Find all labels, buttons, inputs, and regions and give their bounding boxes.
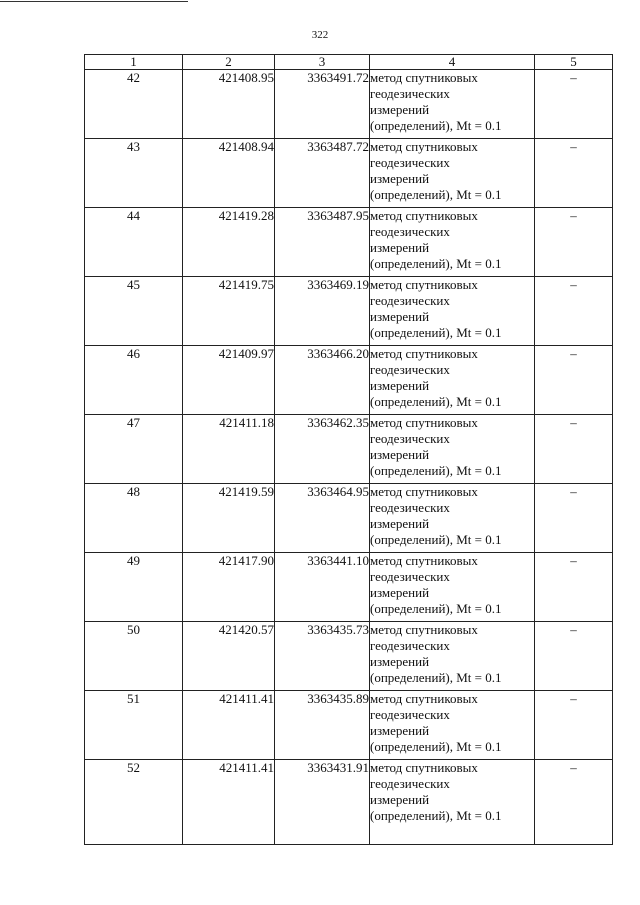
point-number-cell: 50 (85, 622, 183, 691)
method-cell (370, 553, 535, 622)
method-line: метод спутниковых (370, 277, 478, 292)
coordinate-y-cell: 3363435.73 (275, 622, 370, 691)
method-cell (370, 208, 535, 277)
method-line: измерений (370, 171, 430, 186)
method-cell (370, 484, 535, 553)
coordinates-table (84, 54, 613, 845)
point-number-cell: 52 (85, 760, 183, 845)
method-line: геодезических (370, 776, 450, 791)
coordinate-x-cell: 421419.28 (183, 208, 275, 277)
table-header-row (85, 55, 613, 70)
coordinate-x-cell: 421411.41 (183, 760, 275, 845)
note-cell: – (535, 484, 613, 553)
method-line: (определений), Mt = 0.1 (370, 670, 502, 685)
point-number-cell: 51 (85, 691, 183, 760)
method-line: измерений (370, 309, 430, 324)
method-line: метод спутниковых (370, 208, 478, 223)
table-row (85, 208, 613, 277)
header-col-4: 4 (370, 55, 535, 70)
table-row (85, 484, 613, 553)
method-line: измерений (370, 516, 430, 531)
point-number-cell: 45 (85, 277, 183, 346)
method-cell (370, 691, 535, 760)
method-line: (определений), Mt = 0.1 (370, 808, 502, 823)
method-cell (370, 760, 535, 845)
method-line: геодезических (370, 431, 450, 446)
point-number-cell: 49 (85, 553, 183, 622)
coordinate-y-cell: 3363487.72 (275, 139, 370, 208)
method-line: метод спутниковых (370, 415, 478, 430)
table-row (85, 139, 613, 208)
note-cell: – (535, 415, 613, 484)
method-line: метод спутниковых (370, 484, 478, 499)
coordinate-x-cell: 421417.90 (183, 553, 275, 622)
coordinate-y-cell: 3363462.35 (275, 415, 370, 484)
note-cell: – (535, 208, 613, 277)
table-row (85, 346, 613, 415)
method-cell (370, 346, 535, 415)
method-line: измерений (370, 792, 430, 807)
coordinate-y-cell: 3363491.72 (275, 70, 370, 139)
table-row (85, 70, 613, 139)
method-cell (370, 622, 535, 691)
method-cell (370, 139, 535, 208)
coordinate-x-cell: 421420.57 (183, 622, 275, 691)
method-line: геодезических (370, 569, 450, 584)
coordinate-y-cell: 3363487.95 (275, 208, 370, 277)
method-line: метод спутниковых (370, 553, 478, 568)
note-cell: – (535, 691, 613, 760)
method-cell (370, 277, 535, 346)
page-number: 322 (311, 29, 329, 41)
coordinate-x-cell: 421408.95 (183, 70, 275, 139)
method-line: (определений), Mt = 0.1 (370, 187, 502, 202)
note-cell: – (535, 277, 613, 346)
method-line: метод спутниковых (370, 622, 478, 637)
point-number-cell: 44 (85, 208, 183, 277)
coordinate-x-cell: 421408.94 (183, 139, 275, 208)
method-cell (370, 415, 535, 484)
point-number-cell: 48 (85, 484, 183, 553)
method-line: геодезических (370, 707, 450, 722)
table-row (85, 553, 613, 622)
coordinate-x-cell: 421411.41 (183, 691, 275, 760)
method-line: (определений), Mt = 0.1 (370, 118, 502, 133)
header-col-2: 2 (183, 55, 275, 70)
point-number-cell: 47 (85, 415, 183, 484)
method-line: (определений), Mt = 0.1 (370, 256, 502, 271)
method-line: измерений (370, 102, 430, 117)
method-line: (определений), Mt = 0.1 (370, 532, 502, 547)
coordinate-x-cell: 421419.59 (183, 484, 275, 553)
method-line: метод спутниковых (370, 139, 478, 154)
top-rule (0, 1, 188, 2)
note-cell: – (535, 760, 613, 845)
coordinate-x-cell: 421411.18 (183, 415, 275, 484)
method-line: (определений), Mt = 0.1 (370, 601, 502, 616)
method-line: метод спутниковых (370, 760, 478, 775)
point-number-cell: 43 (85, 139, 183, 208)
method-line: геодезических (370, 638, 450, 653)
method-line: метод спутниковых (370, 70, 478, 85)
method-line: измерений (370, 378, 430, 393)
method-line: (определений), Mt = 0.1 (370, 739, 502, 754)
method-line: (определений), Mt = 0.1 (370, 325, 502, 340)
method-line: (определений), Mt = 0.1 (370, 463, 502, 478)
table-row (85, 691, 613, 760)
method-line: геодезических (370, 86, 450, 101)
method-line: геодезических (370, 224, 450, 239)
table-row (85, 760, 613, 845)
method-line: измерений (370, 585, 430, 600)
method-line: измерений (370, 654, 430, 669)
coordinate-y-cell: 3363466.20 (275, 346, 370, 415)
method-line: измерений (370, 723, 430, 738)
header-col-5: 5 (535, 55, 613, 70)
method-cell (370, 70, 535, 139)
table-body (85, 70, 613, 845)
coordinate-x-cell: 421419.75 (183, 277, 275, 346)
note-cell: – (535, 70, 613, 139)
coordinate-y-cell: 3363431.91 (275, 760, 370, 845)
method-line: геодезических (370, 500, 450, 515)
coordinate-y-cell: 3363469.19 (275, 277, 370, 346)
method-line: измерений (370, 240, 430, 255)
method-line: геодезических (370, 362, 450, 377)
table-row (85, 622, 613, 691)
coordinate-y-cell: 3363464.95 (275, 484, 370, 553)
note-cell: – (535, 553, 613, 622)
table-row (85, 415, 613, 484)
method-line: метод спутниковых (370, 691, 478, 706)
method-line: геодезических (370, 293, 450, 308)
coordinate-y-cell: 3363435.89 (275, 691, 370, 760)
note-cell: – (535, 346, 613, 415)
point-number-cell: 46 (85, 346, 183, 415)
point-number-cell: 42 (85, 70, 183, 139)
coordinate-x-cell: 421409.97 (183, 346, 275, 415)
header-col-1: 1 (85, 55, 183, 70)
header-col-3: 3 (275, 55, 370, 70)
method-line: (определений), Mt = 0.1 (370, 394, 502, 409)
method-line: измерений (370, 447, 430, 462)
method-line: метод спутниковых (370, 346, 478, 361)
table-row (85, 277, 613, 346)
coordinate-y-cell: 3363441.10 (275, 553, 370, 622)
method-line: геодезических (370, 155, 450, 170)
note-cell: – (535, 622, 613, 691)
note-cell: – (535, 139, 613, 208)
